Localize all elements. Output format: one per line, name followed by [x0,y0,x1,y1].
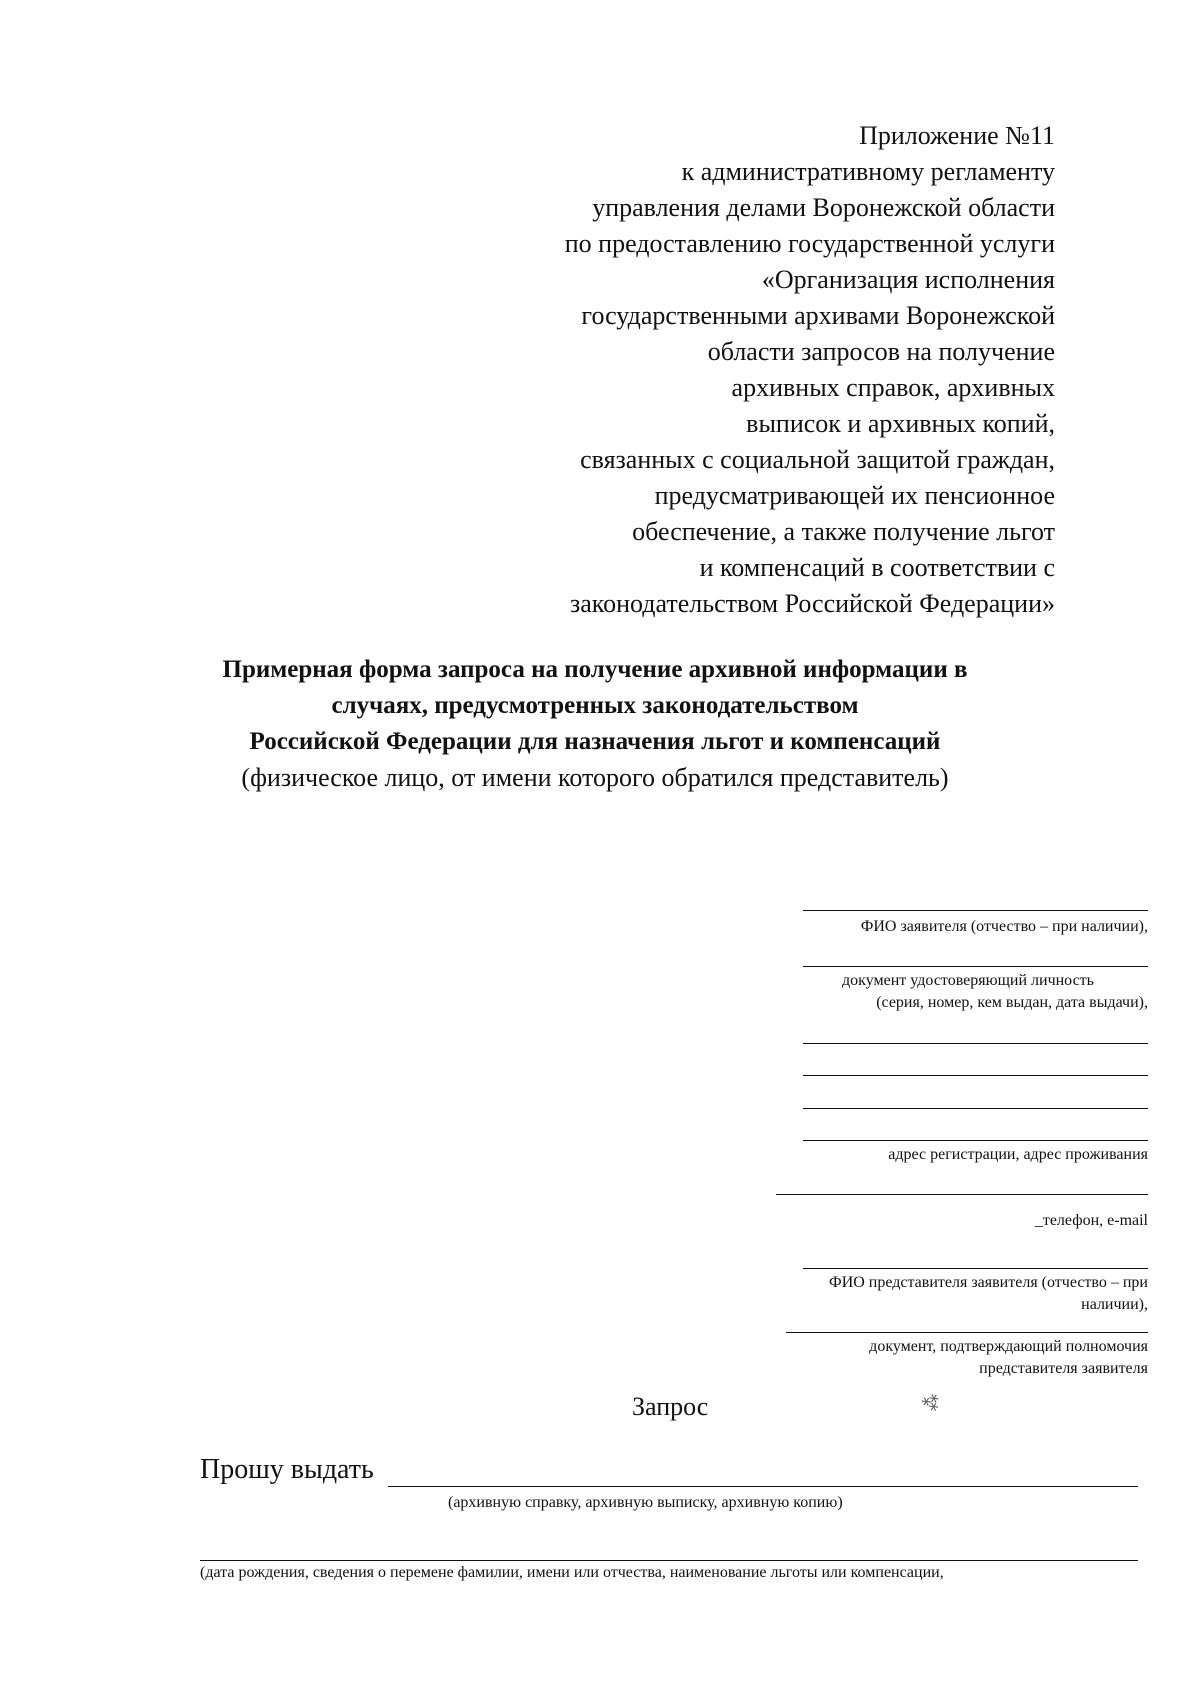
address-caption: адрес регистрации, адрес проживания [888,1146,1148,1163]
title-line: Российской Федерации для назначения льгот и компенсаций [249,728,941,755]
id-document-line[interactable] [803,966,1148,967]
rep-name-line[interactable] [803,1268,1148,1269]
blank-line[interactable] [803,1043,1148,1044]
rep-name-caption-2: наличии), [1081,1296,1148,1313]
request-ask-label: Прошу выдать [200,1454,374,1485]
request-details-caption: (дата рождения, сведения о перемене фамилии, имени или отчества, наименование льготы или компенсации, [200,1564,944,1581]
appendix-line: выписок и архивных копий, [746,409,1055,438]
appendix-line: области запросов на получение [707,337,1055,366]
blank-line[interactable] [803,1075,1148,1076]
id-document-caption-2: (серия, номер, кем выдан, дата выдачи), [876,994,1148,1011]
appendix-line: обеспечение, а также получение льгот [632,517,1055,546]
appendix-line: предусматривающей их пенсионное [654,481,1055,510]
appendix-line: связанных с социальной защитой граждан, [580,445,1055,474]
pen-mark: ⁂ [918,1388,945,1416]
appendix-header [415,118,1055,622]
request-ask-line[interactable] [388,1486,1138,1487]
appendix-line: архивных справок, архивных [731,373,1055,402]
form-title [180,652,1010,796]
applicant-name-caption: ФИО заявителя (отчество – при наличии), [860,918,1148,935]
title-line: случаях, предусмотренных законодательством [331,692,859,719]
appendix-line: и компенсаций в соответствии с [699,553,1055,582]
appendix-line: к административному регламенту [681,157,1055,186]
address-line[interactable] [803,1140,1148,1141]
appendix-line: «Организация исполнения [761,265,1055,294]
appendix-line: по предоставлению государственной услуги [564,229,1055,258]
title-subtitle: (физическое лицо, от имени которого обратился представитель) [241,763,949,792]
rep-name-caption-1: ФИО представителя заявителя (отчество – при [829,1274,1148,1291]
request-details-line[interactable] [200,1560,1138,1561]
blank-line[interactable] [803,1108,1148,1109]
appendix-line: Приложение №11 [859,121,1055,150]
id-document-caption-1: документ удостоверяющий личность [842,972,1094,989]
appendix-line: государственными архивами Воронежской [581,301,1055,330]
rep-doc-caption-1: документ, подтверждающий полномочия [869,1338,1148,1355]
phone-caption: _телефон, e-mail [1034,1212,1148,1229]
title-line: Примерная форма запроса на получение архивной информации в [222,656,968,683]
rep-doc-caption-2: представителя заявителя [979,1360,1148,1377]
appendix-line: управления делами Воронежской области [592,193,1055,222]
phone-line[interactable] [776,1194,1148,1195]
request-heading: Запрос [632,1392,709,1421]
appendix-line: законодательством Российской Федерации» [570,589,1055,618]
rep-doc-line[interactable] [786,1332,1148,1333]
applicant-name-line[interactable] [803,910,1148,911]
request-ask-caption: (архивную справку, архивную выписку, архивную копию) [448,1494,843,1511]
